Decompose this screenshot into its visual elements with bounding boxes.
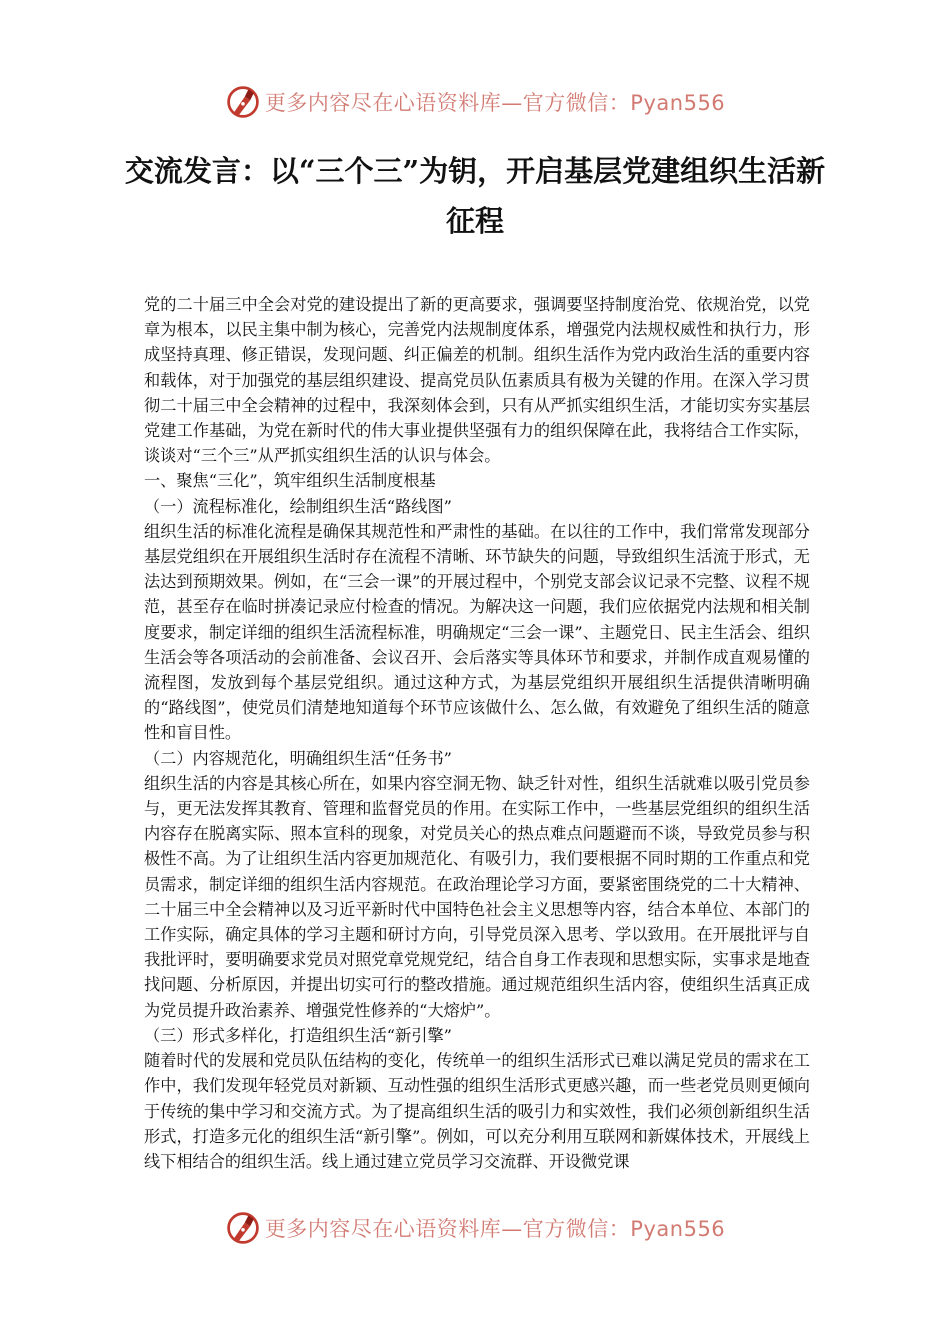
subsection-heading: （三）形式多样化，打造组织生活“新引擎” xyxy=(144,1025,452,1045)
banner-text: 更多内容尽在心语资料库—官方微信：Pyan556 xyxy=(264,91,726,115)
section-heading: 一、聚焦“三化”，筑牢组织生活制度根基 xyxy=(144,471,436,491)
pen-nib-logo-icon xyxy=(225,84,261,120)
banner-text: 更多内容尽在心语资料库—官方微信：Pyan556 xyxy=(264,1217,726,1241)
footer-watermark-banner xyxy=(0,1208,950,1248)
header-watermark-banner xyxy=(0,82,950,122)
paragraph: 组织生活的标准化流程是确保其规范性和严肃性的基础。在以往的工作中，我们常常发现部分基层党组织在开展组织生活时存在流程不清晰、环节缺失的问题，导致组织生活流于形式，无法达到预期效果。例如，在“三会一课”的开展过程中，个别党支部会议记录不完整、议程不规范，甚至存在临时拼凑记录应付检查的情况。为解决这一问题，我们应依据党内法规和相关制度要求，制定详细的组织生活流程标准，明确规定“三会一课”、主题党日、民主生活会、组织生活会等各项活动的会前准备、会议召开、会后落实等具体环节和要求，并制作成直观易懂的流程图，发放到每个基层党组织。通过这种方式，为基层党组织开展组织生活提供清晰明确的“路线图”，使党员们清楚地知道每个环节应该做什么、怎么做，有效避免了组织生活的随意性和盲目性。 xyxy=(144,521,810,743)
paragraph: 组织生活的内容是其核心所在，如果内容空洞无物、缺乏针对性，组织生活就难以吸引党员参与，更无法发挥其教育、管理和监督党员的作用。在实际工作中，一些基层党组织的组织生活内容存在脱离实际、照本宣科的现象，对党员关心的热点难点问题避而不谈，导致党员参与积极性不高。为了让组织生活内容更加规范化、有吸引力，我们要根据不同时期的工作重点和党员需求，制定详细的组织生活内容规范。在政治理论学习方面，要紧密围绕党的二十大精神、二十届三中全会精神以及习近平新时代中国特色社会主义思想等内容，结合本单位、本部门的工作实际，确定具体的学习主题和研讨方向，引导党员深入思考、学以致用。在开展批评与自我批评时，要明确要求党员对照党章党规党纪，结合自身工作表现和思想实际，实事求是地查找问题、分析原因，并提出切实可行的整改措施。通过规范组织生活内容，使组织生活真正成为党员提升政治素养、增强党性修养的“大熔炉”。 xyxy=(144,773,810,1020)
paragraph: 随着时代的发展和党员队伍结构的变化，传统单一的组织生活形式已难以满足党员的需求在工作中，我们发现年轻党员对新颖、互动性强的组织生活形式更感兴趣，而一些老党员则更倾向于传统的集中学习和交流方式。为了提高组织生活的吸引力和实效性，我们必须创新组织生活形式，打造多元化的组织生活“新引擎”。例如，可以充分利用互联网和新媒体技术，开展线上线下相结合的组织生活。线上通过建立党员学习交流群、开设微党课 xyxy=(144,1051,810,1171)
pen-nib-logo-icon xyxy=(225,1210,261,1246)
subsection-heading: （一）流程标准化，绘制组织生活“路线图” xyxy=(144,496,452,516)
paragraph-intro: 党的二十届三中全会对党的建设提出了新的更高要求，强调要坚持制度治党、依规治党，以党章为根本，以民主集中制为核心，完善党内法规制度体系，增强党内法规权威性和执行力，形成坚持真理、修正错误，发现问题、纠正偏差的机制。组织生活作为党内政治生活的重要内容和载体，对于加强党的基层组织建设、提高党员队伍素质具有极为关键的作用。在深入学习贯彻二十届三中全会精神的过程中，我深刻体会到，只有从严抓实组织生活，才能切实夯实基层党建工作基础，为党在新时代的伟大事业提供坚强有力的组织保障在此，我将结合工作实际，谈谈对“三个三”从严抓实组织生活的认识与体会。 xyxy=(144,295,810,466)
document-body xyxy=(144,292,810,1174)
subsection-heading: （二）内容规范化，明确组织生活“任务书” xyxy=(144,748,452,768)
document-title: 交流发言：以“三个三”为钥，开启基层党建组织生活新征程 xyxy=(124,154,826,238)
